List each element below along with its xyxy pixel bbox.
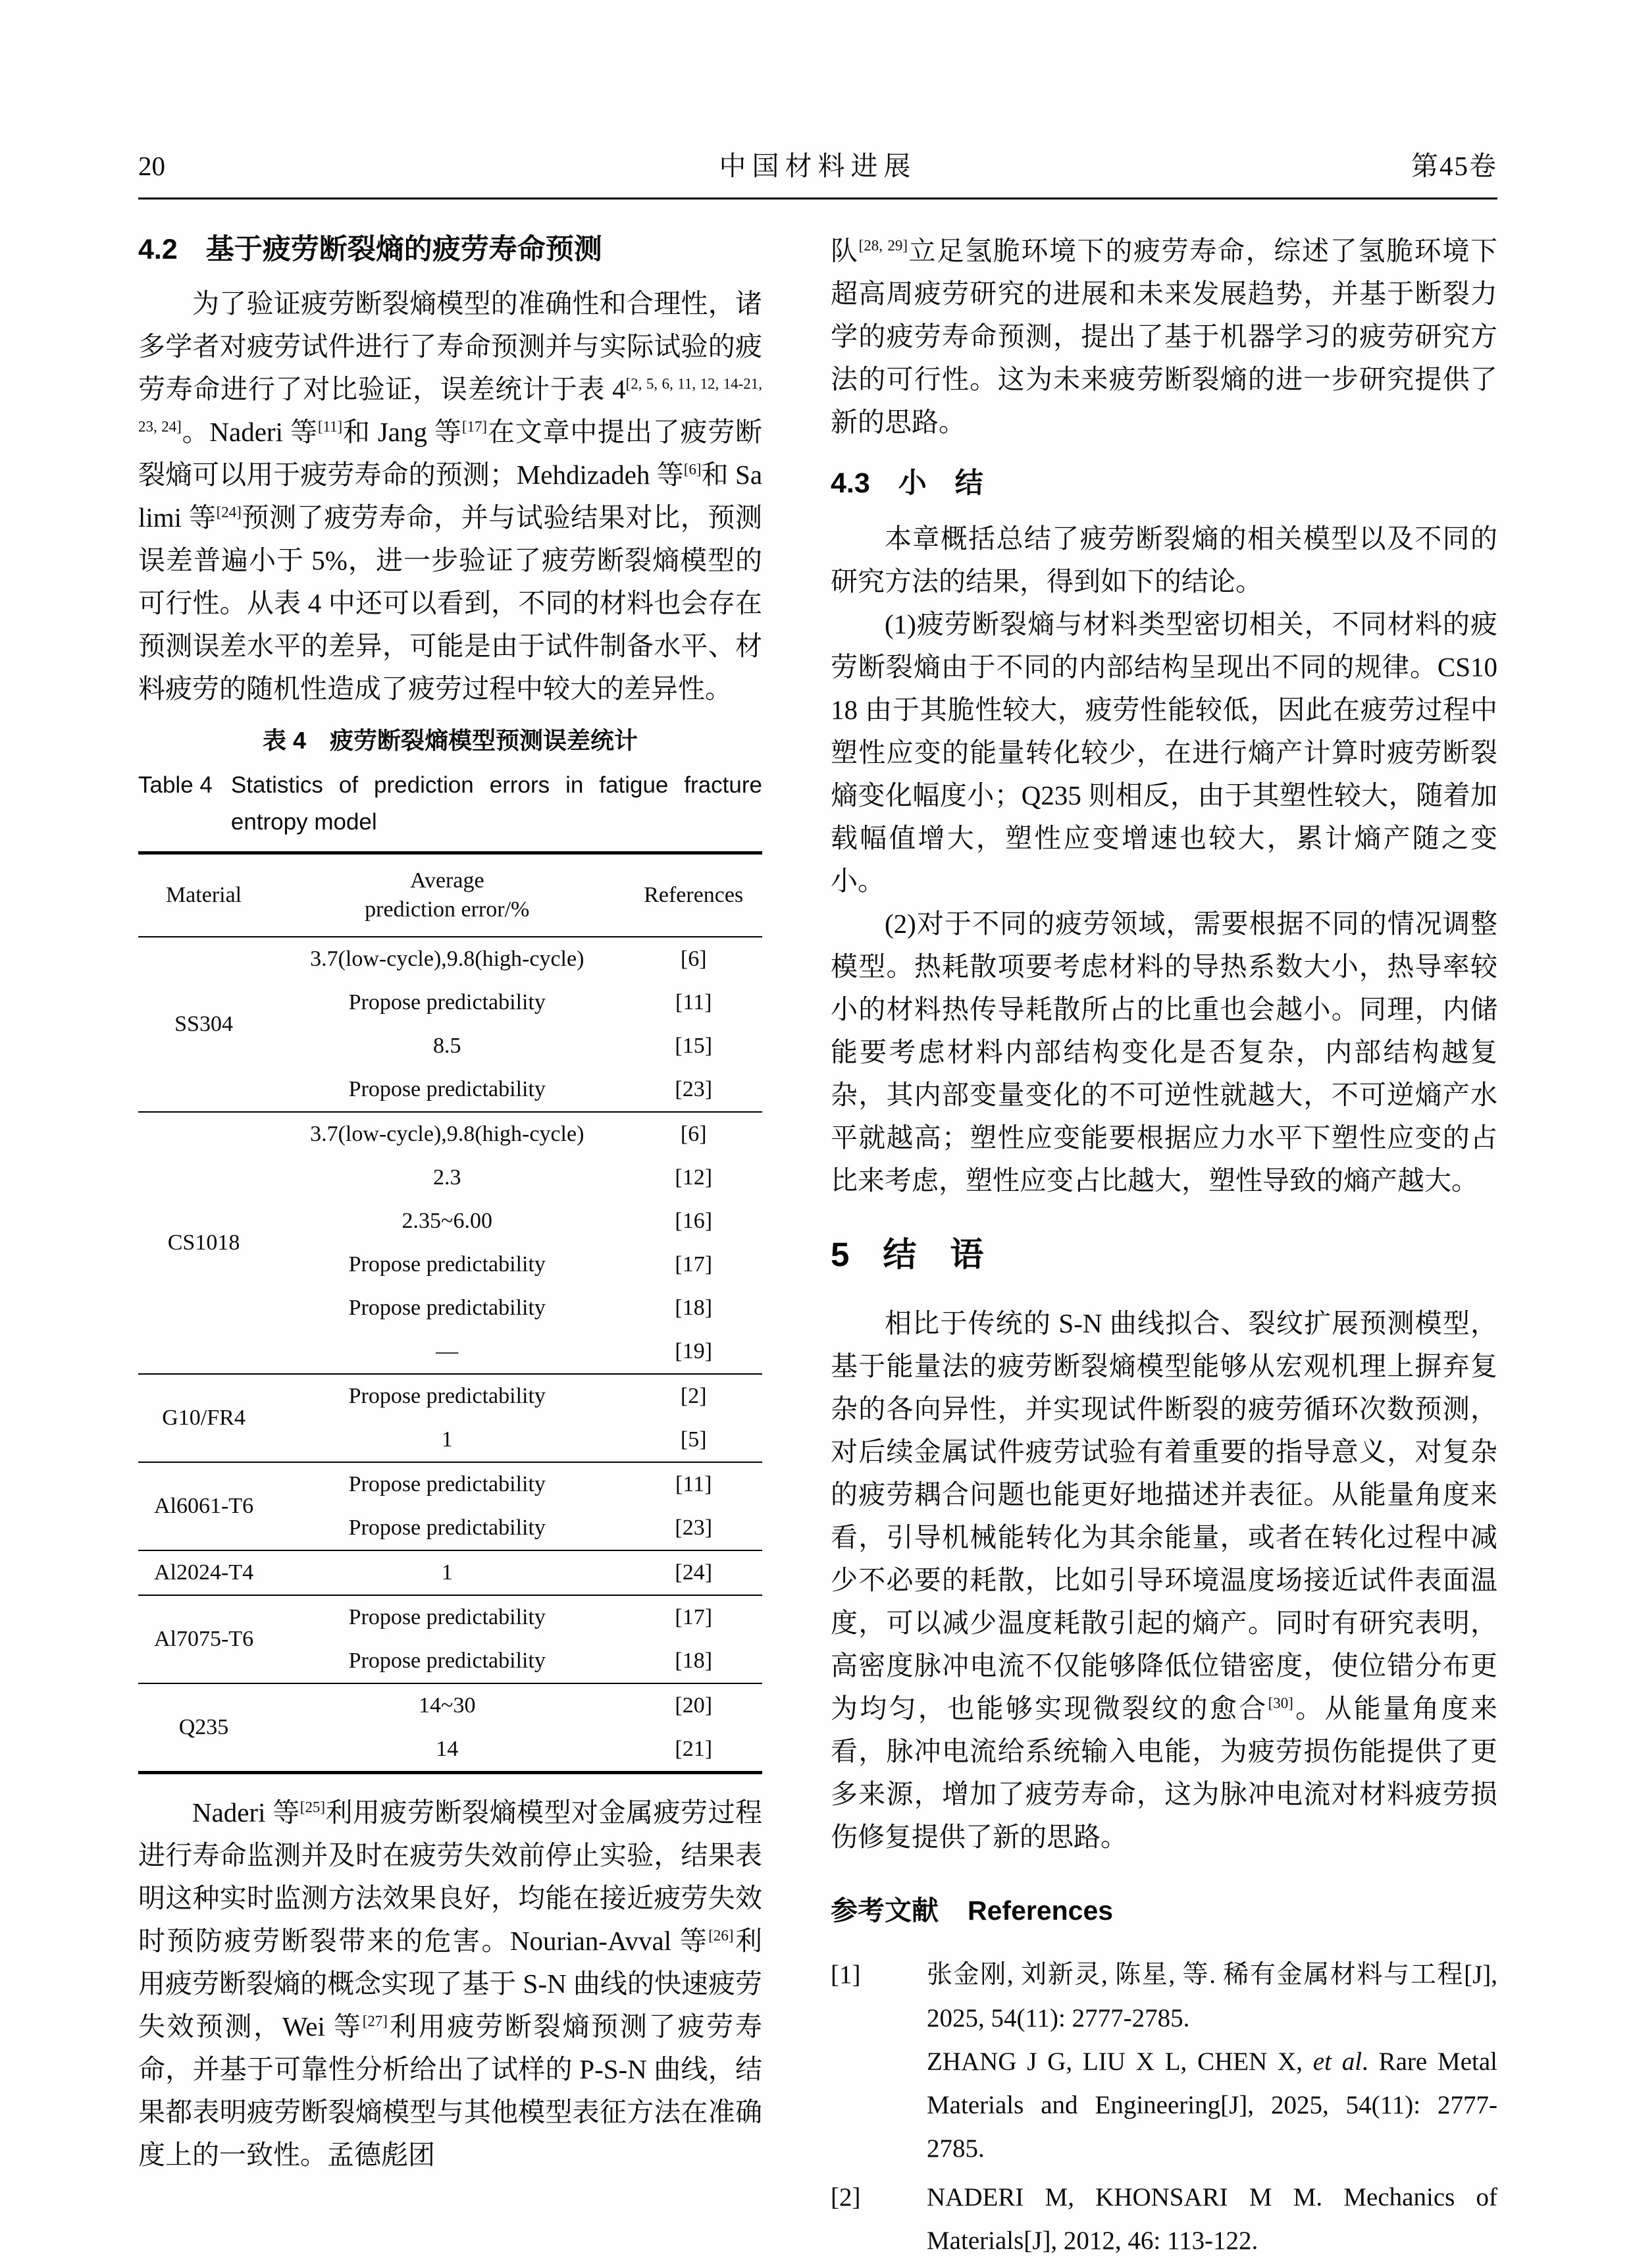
column-header-error-line2: prediction error/% — [365, 897, 530, 922]
reference-number-cell: [6] — [625, 1112, 762, 1156]
reference-part: NADERI M, KHONSARI M M. Mechanics of Materials[J], 2012, 46: 113-122. — [927, 2183, 1497, 2255]
error-value-cell: 14 — [436, 1737, 459, 1761]
reference-number-cell: [17] — [625, 1595, 762, 1639]
citation-superscript: [11] — [317, 418, 343, 435]
reference-text — [927, 2176, 1497, 2263]
right-column — [831, 230, 1497, 2268]
prediction-error-table-body — [138, 937, 762, 1773]
reference-number-cell: [18] — [675, 1648, 713, 1673]
error-value-cell: Propose predictability — [269, 1374, 625, 1418]
material-cell: SS304 — [174, 1012, 233, 1036]
section-4-2-heading: 4.2 基于疲劳断裂熵的疲劳寿命预测 — [138, 234, 602, 265]
material-cell: Q235 — [138, 1683, 269, 1773]
error-value-cell: 14~30 — [269, 1683, 625, 1727]
error-value-cell: Propose predictability — [348, 1077, 546, 1101]
reference-number-cell: [11] — [675, 990, 712, 1015]
error-value-cell: Propose predictability — [348, 1296, 546, 1320]
citation-superscript: [6] — [683, 461, 702, 478]
table-row — [138, 1112, 762, 1156]
paragraph-summary-intro: 本章概括总结了疲劳断裂熵的相关模型以及不同的研究方法的结果，得到如下的结论。 — [831, 523, 1497, 596]
material-cell: CS1018 — [138, 1112, 269, 1374]
table-row — [138, 1550, 762, 1595]
citation-superscript: [26] — [708, 1927, 734, 1944]
reference-part: 张金刚, 刘新灵, 陈星, 等. 稀有金属材料与工程[J], 2025, 54(11): 2777-2785. — [927, 1961, 1497, 2032]
error-value-cell: 3.7(low-cycle),9.8(high-cycle) — [269, 1112, 625, 1156]
reference-number-cell: [12] — [675, 1165, 713, 1190]
reference-item — [831, 2176, 1497, 2263]
reference-item — [831, 1953, 1497, 2171]
references-heading-en: References — [968, 1895, 1114, 1926]
reference-number-cell: [19] — [675, 1339, 713, 1363]
header-rule — [138, 198, 1497, 199]
reference-number-cell: [21] — [675, 1737, 713, 1761]
running-head — [138, 150, 1497, 182]
error-value-cell: Propose predictability — [269, 1462, 625, 1506]
error-value-cell: 2.3 — [433, 1165, 461, 1190]
reference-number-cell: [15] — [675, 1034, 713, 1058]
reference-text — [927, 1953, 1497, 2171]
left-column — [138, 230, 762, 2268]
error-value-cell: 2.35~6.00 — [402, 1209, 492, 1233]
citation-superscript: [2, 5, 6, 11, 12, 14-21, 23, 24] — [138, 375, 762, 435]
journal-title: 中国材料进展 — [719, 151, 917, 181]
references-heading-zh: 参考文献 — [831, 1895, 939, 1926]
error-value-cell: 3.7(low-cycle),9.8(high-cycle) — [310, 947, 584, 971]
table-row — [138, 1595, 762, 1639]
citation-superscript: [25] — [299, 1799, 326, 1816]
error-value-cell: 1 — [441, 1427, 453, 1452]
reference-label: [1] — [831, 1961, 861, 1989]
table-row — [138, 1374, 762, 1418]
references-heading — [831, 1894, 1497, 1927]
paragraph-conclusion-1: (1)疲劳断裂熵与材料类型密切相关，不同材料的疲劳断裂熵由于不同的内部结构呈现出不同的规律。CS1018 由于其脆性较大，疲劳性能较低，因此在疲劳过程中塑性应变的能量转化较少，在进行熵产计算时疲劳断裂熵变化幅度小；Q235 则相反，由于其塑性较大，随着加载幅值增大，塑性应变增速也较大，累计熵产随之变小。 — [831, 609, 1497, 896]
table-header-row — [138, 853, 762, 937]
reference-number-cell: [2] — [625, 1374, 762, 1418]
reference-label: [2] — [831, 2183, 861, 2211]
table-caption-zh: 表 4 疲劳断裂熵模型预测误差统计 — [262, 727, 638, 754]
material-cell: Al2024-T4 — [138, 1550, 269, 1595]
table-row — [138, 1683, 762, 1727]
prediction-error-table — [138, 851, 762, 1774]
column-header-references: References — [625, 853, 762, 937]
reference-number-cell: [6] — [680, 947, 707, 971]
error-value-cell: Propose predictability — [348, 1252, 546, 1277]
material-cell: Al7075-T6 — [138, 1595, 269, 1683]
reference-number-cell: [11] — [625, 1462, 762, 1506]
reference-number-cell: [24] — [625, 1550, 762, 1595]
table-caption-en — [138, 767, 762, 841]
citation-superscript: [17] — [461, 418, 488, 435]
column-header-material: Material — [138, 853, 269, 937]
two-column-body — [138, 230, 1497, 2268]
section-4-3-heading: 4.3 小 结 — [831, 467, 983, 499]
table-caption-en-text: Statistics of prediction errors in fatigue fracture entropy model — [230, 772, 762, 835]
reference-list — [831, 1953, 1497, 2263]
table-row — [138, 1462, 762, 1506]
error-value-cell: Propose predictability — [348, 1648, 546, 1673]
citation-superscript: [28, 29] — [858, 237, 908, 254]
reference-number-cell: [17] — [675, 1252, 713, 1277]
column-header-error-line1: Average — [409, 868, 484, 893]
material-cell: G10/FR4 — [138, 1374, 269, 1462]
paragraph-validation: 为了验证疲劳断裂熵模型的准确性和合理性，诸多学者对疲劳试件进行了寿命预测并与实际试验的疲劳寿命进行了对比验证，误差统计于表 4[2, 5, 6, 11, 12, 14-21, 23, 24]。Naderi 等[11]和 Jang 等[17]在文章中提出了疲劳断裂熵可以用于疲劳寿命的预测；Mehdizadeh 等[6]和 Salimi 等[24]预测了疲劳寿命，并与试验结果对比，预测误差普遍小于 5%，进一步验证了疲劳断裂熵模型的可行性。从表 4 中还可以看到，不同的材料也会存在预测误差水平的差异，可能是由于试件制备水平、材料疲劳的随机性造成了疲劳过程中较大的差异性。 — [138, 288, 763, 704]
reference-number-cell: [20] — [625, 1683, 762, 1727]
citation-superscript: [27] — [362, 2013, 388, 2030]
error-value-cell: 1 — [269, 1550, 625, 1595]
reference-number-cell: [18] — [675, 1296, 713, 1320]
error-value-cell: — — [436, 1339, 459, 1363]
page-number: 20 — [138, 151, 165, 181]
citation-superscript: [30] — [1268, 1695, 1293, 1712]
paragraph-conclusion-2: (2)对于不同的疲劳领域，需要根据不同的情况调整模型。热耗散项要考虑材料的导热系数大小，热导率较小的材料热传导耗散所占的比重也会越小。同理，内储能要考虑材料内部结构变化是否复杂，内部结构越复杂，其内部变量变化的不可逆性就越大，不可逆熵产水平就越高；塑性应变能要根据应力水平下塑性应变的占比来考虑，塑性应变占比越大，塑性导致的熵产越大。 — [831, 909, 1497, 1196]
reference-number-cell: [23] — [675, 1516, 713, 1540]
reference-number-cell: [23] — [675, 1077, 713, 1101]
reference-part: ZHANG J G, LIU X L, CHEN X, et al. Rare Metal Materials and Engineering[J], 2025, 54(11): 2777-2785. — [927, 2047, 1497, 2163]
column-header-error — [269, 853, 625, 937]
paragraph-final-conclusion: 相比于传统的 S-N 曲线拟合、裂纹扩展预测模型，基于能量法的疲劳断裂熵模型能够从宏观机理上摒弃复杂的各向异性，并实现试件断裂的疲劳循环次数预测，对后续金属试件疲劳试验有着重要的指导意义，对复杂的疲劳耦合问题也能更好地描述并表征。从能量角度来看，引导机械能转化为其余能量，或者在转化过程中减少不必要的耗散，比如引导环境温度场接近试件表面温度，可以减少温度耗散引起的熵产。同时有研究表明，高密度脉冲电流不仅能够降低位错密度，使位错分布更为均匀，也能够实现微裂纹的愈合[30]。从能量角度来看，脉冲电流给系统输入电能，为疲劳损伤能提供了更多来源，增加了疲劳寿命，这为脉冲电流对材料疲劳损伤修复提供了新的思路。 — [831, 1308, 1498, 1852]
paragraph-continued: 队[28, 29]立足氢脆环境下的疲劳寿命，综述了氢脆环境下超高周疲劳研究的进展和未来发展趋势，并基于断裂力学的疲劳寿命预测，提出了基于机器学习的疲劳研究方法的可行性。这为未来疲劳断裂熵的进一步研究提供了新的思路。 — [831, 236, 1498, 437]
error-value-cell: Propose predictability — [269, 1595, 625, 1639]
error-value-cell: Propose predictability — [348, 990, 546, 1015]
table-row — [138, 937, 762, 981]
volume-label: 第45卷 — [1411, 151, 1497, 181]
reference-number-cell: [16] — [675, 1209, 713, 1233]
table-caption-en-label: Table 4 — [138, 772, 213, 798]
citation-superscript: [24] — [216, 504, 242, 521]
reference-number-cell: [5] — [680, 1427, 707, 1452]
material-cell: Al6061-T6 — [138, 1462, 269, 1550]
error-value-cell: Propose predictability — [348, 1516, 546, 1540]
section-5-heading: 5 结 语 — [831, 1236, 984, 1273]
error-value-cell: 8.5 — [433, 1034, 461, 1058]
paragraph-monitoring: Naderi 等[25]利用疲劳断裂熵模型对金属疲劳过程进行寿命监测并及时在疲劳失效前停止实验，结果表明这种实时监测方法效果良好，均能在接近疲劳失效时预防疲劳断裂带来的危害。Nourian-Avval 等[26]利用疲劳断裂熵的概念实现了基于 S-N 曲线的快速疲劳失效预测，Wei 等[27]利用疲劳断裂熵预测了疲劳寿命，并基于可靠性分析给出了试样的 P-S-N 曲线，结果都表明疲劳断裂熵模型与其他模型表征方法在准确度上的一致性。孟德彪团 — [138, 1797, 763, 2170]
